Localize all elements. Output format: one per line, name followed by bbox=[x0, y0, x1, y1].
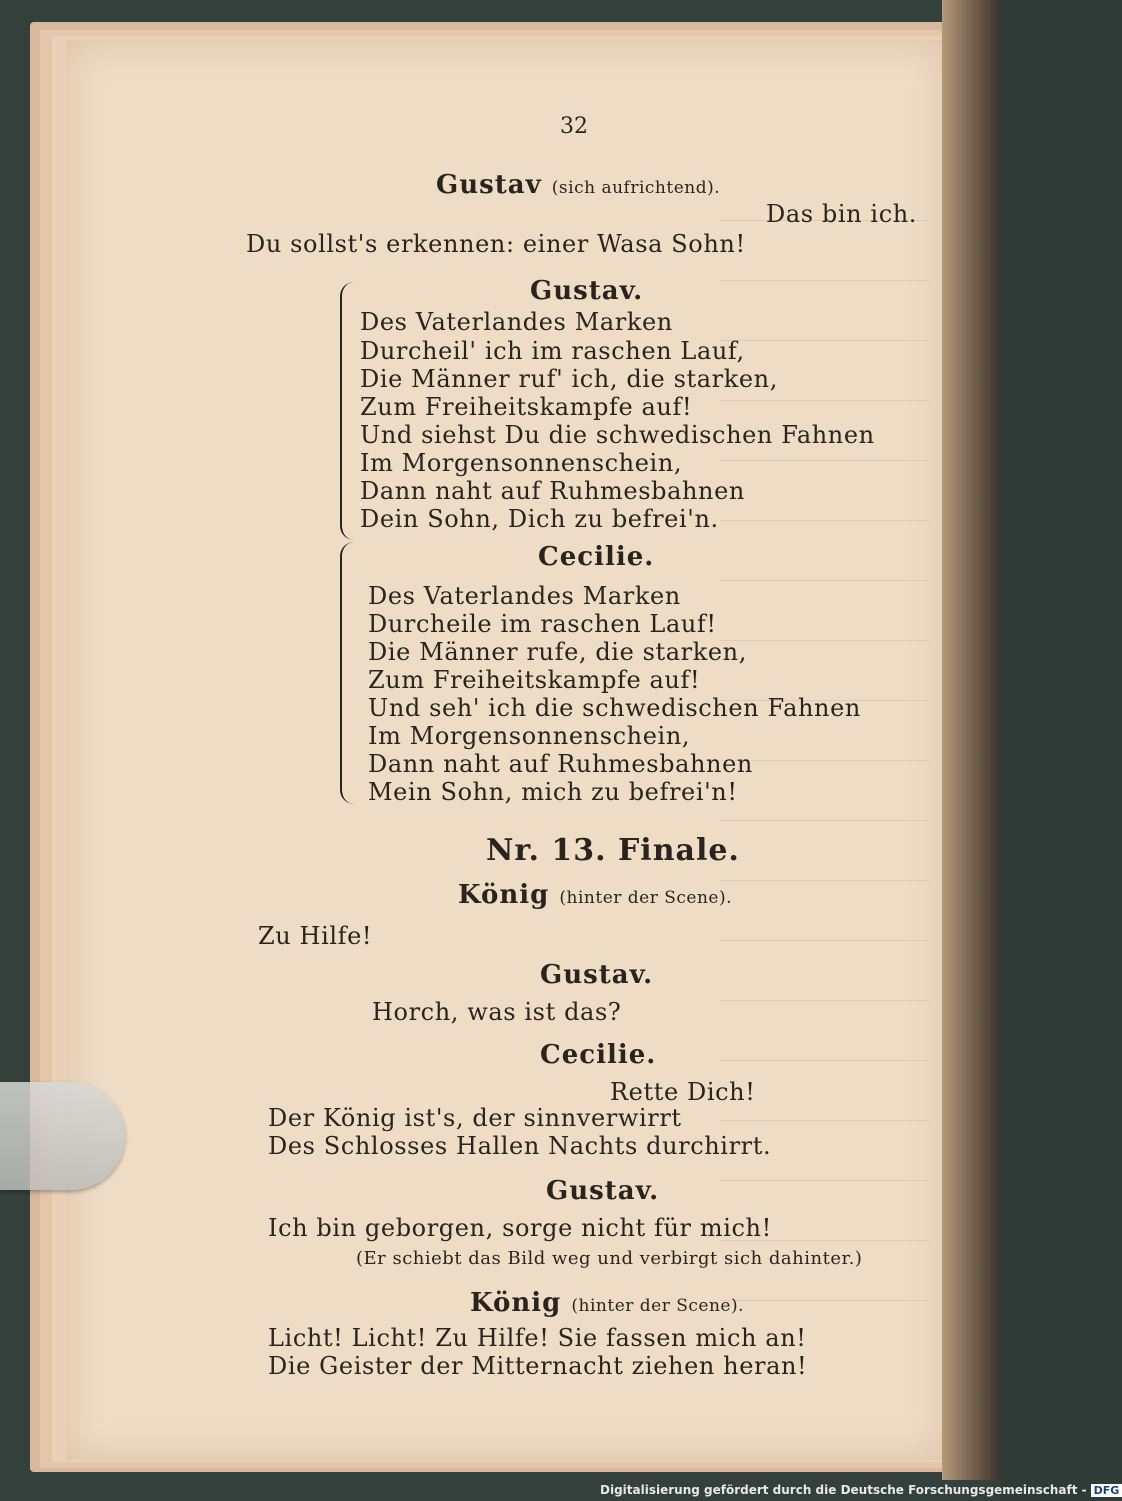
page-clip bbox=[0, 1082, 125, 1190]
speaker-name: Gustav. bbox=[530, 276, 644, 306]
verse-line: Das bin ich. bbox=[766, 200, 918, 228]
verse-line: Und seh' ich die schwedischen Fahnen bbox=[368, 694, 861, 722]
verse-line: Des Schlosses Hallen Nachts durchirrt. bbox=[268, 1132, 772, 1160]
verse-line: Und siehst Du die schwedischen Fahnen bbox=[360, 421, 875, 449]
verse-line: Mein Sohn, mich zu befrei'n! bbox=[368, 778, 738, 806]
verse-line: Zu Hilfe! bbox=[258, 922, 373, 950]
page-number: 32 bbox=[560, 114, 588, 139]
speaker-name: König (hinter der Scene). bbox=[458, 880, 733, 910]
section-heading: Nr. 13. Finale. bbox=[486, 833, 740, 868]
speaker-name: König (hinter der Scene). bbox=[470, 1288, 745, 1318]
verse-line: Der König ist's, der sinnverwirrt bbox=[268, 1104, 682, 1132]
stage-direction: (hinter der Scene). bbox=[559, 888, 733, 908]
speaker-name: Gustav. bbox=[540, 960, 654, 990]
speaker-name: Cecilie. bbox=[540, 1040, 657, 1070]
verse-line: Ich bin geborgen, sorge nicht für mich! bbox=[268, 1214, 772, 1242]
stage-direction: (sich aufrichtend). bbox=[551, 178, 721, 198]
speaker-name: Gustav. bbox=[546, 1176, 660, 1206]
verse-line: Du sollst's erkennen: einer Wasa Sohn! bbox=[246, 230, 746, 258]
speaker-name: Gustav (sich aufrichtend). bbox=[436, 170, 721, 200]
verse-line: Im Morgensonnenschein, bbox=[360, 449, 683, 477]
verse-line: Durcheile im raschen Lauf! bbox=[368, 610, 717, 638]
digitization-credit: Digitalisierung gefördert durch die Deutsche Forschungsgemeinschaft - DFG bbox=[600, 1483, 1122, 1497]
verse-line: Die Geister der Mitternacht ziehen heran! bbox=[268, 1352, 808, 1380]
verse-line: Im Morgensonnenschein, bbox=[368, 722, 691, 750]
verse-brace bbox=[340, 282, 356, 540]
stage-direction: (hinter der Scene). bbox=[571, 1296, 745, 1316]
verse-line: Durcheil' ich im raschen Lauf, bbox=[360, 337, 745, 365]
verse-line: Dein Sohn, Dich zu befrei'n. bbox=[360, 505, 719, 533]
verse-line: Rette Dich! bbox=[610, 1078, 756, 1106]
stage-direction: (Er schiebt das Bild weg und verbirgt sich dahinter.) bbox=[356, 1248, 863, 1269]
verse-line: Licht! Licht! Zu Hilfe! Sie fassen mich an! bbox=[268, 1324, 807, 1352]
verse-line: Dann naht auf Ruhmesbahnen bbox=[360, 477, 745, 505]
verse-brace bbox=[340, 542, 356, 804]
verse-line: Zum Freiheitskampfe auf! bbox=[368, 666, 701, 694]
verse-line: Die Männer rufe, die starken, bbox=[368, 638, 747, 666]
verse-line: Dann naht auf Ruhmesbahnen bbox=[368, 750, 753, 778]
speaker-name: Cecilie. bbox=[538, 542, 655, 572]
verse-line: Des Vaterlandes Marken bbox=[360, 308, 673, 336]
verse-line: Die Männer ruf' ich, die starken, bbox=[360, 365, 778, 393]
book-spine-shadow bbox=[942, 0, 1000, 1480]
verse-line: Zum Freiheitskampfe auf! bbox=[360, 393, 693, 421]
dfg-logo: DFG bbox=[1091, 1484, 1122, 1497]
verse-line: Des Vaterlandes Marken bbox=[368, 582, 681, 610]
verse-line: Horch, was ist das? bbox=[372, 998, 622, 1026]
